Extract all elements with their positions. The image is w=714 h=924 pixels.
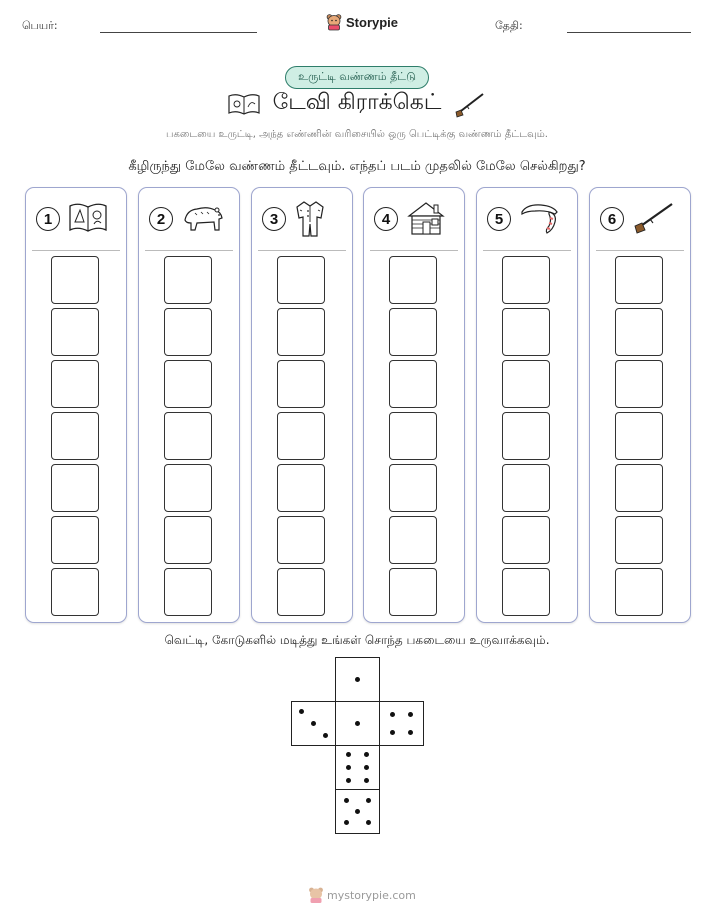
column-number: 5 — [487, 207, 511, 231]
column-divider — [483, 250, 571, 251]
column-1 — [25, 187, 127, 623]
storypie-mascot-icon — [308, 886, 324, 904]
color-box[interactable] — [51, 256, 99, 304]
cabin-icon — [406, 200, 446, 240]
die-face — [335, 701, 380, 746]
color-box[interactable] — [277, 516, 325, 564]
brand-logo — [326, 13, 398, 31]
color-box[interactable] — [502, 568, 550, 616]
column-number: 4 — [374, 207, 398, 231]
die-instruction: வெட்டி, கோடுகளில் மடித்து உங்கள் சொந்த பகடையை உருவாக்கவும். — [164, 633, 550, 647]
color-box[interactable] — [164, 360, 212, 408]
die-face — [335, 789, 380, 834]
color-box[interactable] — [502, 516, 550, 564]
color-box[interactable] — [277, 256, 325, 304]
color-box[interactable] — [51, 360, 99, 408]
column-6 — [589, 187, 691, 623]
die-pip — [344, 820, 349, 825]
color-box[interactable] — [164, 308, 212, 356]
page-title: டேவி கிராக்கெட் — [272, 90, 442, 115]
rifle-icon — [453, 90, 487, 118]
die-pip — [364, 778, 369, 783]
color-box[interactable] — [277, 464, 325, 512]
column-divider — [370, 250, 458, 251]
die-face — [379, 701, 424, 746]
column-number: 3 — [262, 207, 286, 231]
color-box[interactable] — [51, 464, 99, 512]
book-icon — [68, 200, 108, 238]
footer-url[interactable]: mystorypie.com — [327, 888, 416, 902]
color-box[interactable] — [615, 516, 663, 564]
die-pip — [346, 752, 351, 757]
die-pip — [346, 765, 351, 770]
color-box[interactable] — [51, 516, 99, 564]
color-box[interactable] — [502, 256, 550, 304]
column-number: 6 — [600, 207, 624, 231]
color-box[interactable] — [502, 360, 550, 408]
die-face — [291, 701, 336, 746]
die-pip — [344, 798, 349, 803]
name-line[interactable] — [100, 32, 257, 33]
footer — [308, 886, 416, 904]
activity-badge: உருட்டி வண்ணம் தீட்டு — [285, 66, 429, 89]
color-box[interactable] — [389, 412, 437, 460]
column-number: 2 — [149, 207, 173, 231]
color-box[interactable] — [277, 360, 325, 408]
date-line[interactable] — [567, 32, 691, 33]
column-divider — [32, 250, 120, 251]
color-box[interactable] — [615, 412, 663, 460]
die-face — [335, 657, 380, 702]
color-box[interactable] — [502, 308, 550, 356]
color-box[interactable] — [51, 308, 99, 356]
color-box[interactable] — [389, 464, 437, 512]
color-box[interactable] — [51, 412, 99, 460]
color-box[interactable] — [277, 412, 325, 460]
instruction: கீழிருந்து மேலே வண்ணம் தீட்டவும். எந்தப் படம் முதலில் மேலே செல்கிறது? — [128, 159, 586, 174]
color-box[interactable] — [277, 568, 325, 616]
color-box[interactable] — [389, 308, 437, 356]
brand-name: Storypie — [346, 14, 399, 30]
color-box[interactable] — [615, 360, 663, 408]
color-box[interactable] — [277, 308, 325, 356]
color-box[interactable] — [389, 360, 437, 408]
book-icon — [227, 92, 261, 116]
column-divider — [258, 250, 346, 251]
die-pip — [355, 721, 360, 726]
name-label: பெயர்: — [22, 19, 58, 32]
color-box[interactable] — [615, 464, 663, 512]
die-pip — [408, 712, 413, 717]
die-pip — [355, 677, 360, 682]
column-4 — [363, 187, 465, 623]
column-3 — [251, 187, 353, 623]
die-face — [335, 745, 380, 790]
suit-icon — [294, 200, 326, 242]
die-pip — [366, 820, 371, 825]
color-box[interactable] — [615, 256, 663, 304]
die-pip — [364, 752, 369, 757]
die-pip — [346, 778, 351, 783]
die-pip — [355, 809, 360, 814]
color-box[interactable] — [389, 568, 437, 616]
color-box[interactable] — [615, 568, 663, 616]
die-pip — [408, 730, 413, 735]
storypie-mascot-icon — [326, 13, 342, 31]
color-box[interactable] — [51, 568, 99, 616]
color-box[interactable] — [502, 464, 550, 512]
die-pip — [311, 721, 316, 726]
column-divider — [596, 250, 684, 251]
die-pip — [390, 712, 395, 717]
color-box[interactable] — [389, 516, 437, 564]
die-pip — [390, 730, 395, 735]
bear-icon — [181, 200, 225, 238]
color-box[interactable] — [164, 412, 212, 460]
color-box[interactable] — [164, 568, 212, 616]
color-box[interactable] — [164, 464, 212, 512]
date-label: தேதி: — [495, 19, 523, 32]
column-number: 1 — [36, 207, 60, 231]
color-box[interactable] — [502, 412, 550, 460]
column-divider — [145, 250, 233, 251]
color-box[interactable] — [615, 308, 663, 356]
column-2 — [138, 187, 240, 623]
die-pip — [364, 765, 369, 770]
coonskin-cap-icon — [519, 200, 561, 240]
color-box[interactable] — [389, 256, 437, 304]
subtitle: பகடையை உருட்டி, அந்த எண்ணின் வரிசையில் ஒரு பெட்டிக்கு வண்ணம் தீட்டவும். — [166, 129, 548, 140]
die-pip — [323, 733, 328, 738]
column-5 — [476, 187, 578, 623]
color-box[interactable] — [164, 256, 212, 304]
rifle-icon — [632, 200, 676, 238]
die-pip — [366, 798, 371, 803]
die-pip — [299, 709, 304, 714]
color-box[interactable] — [164, 516, 212, 564]
